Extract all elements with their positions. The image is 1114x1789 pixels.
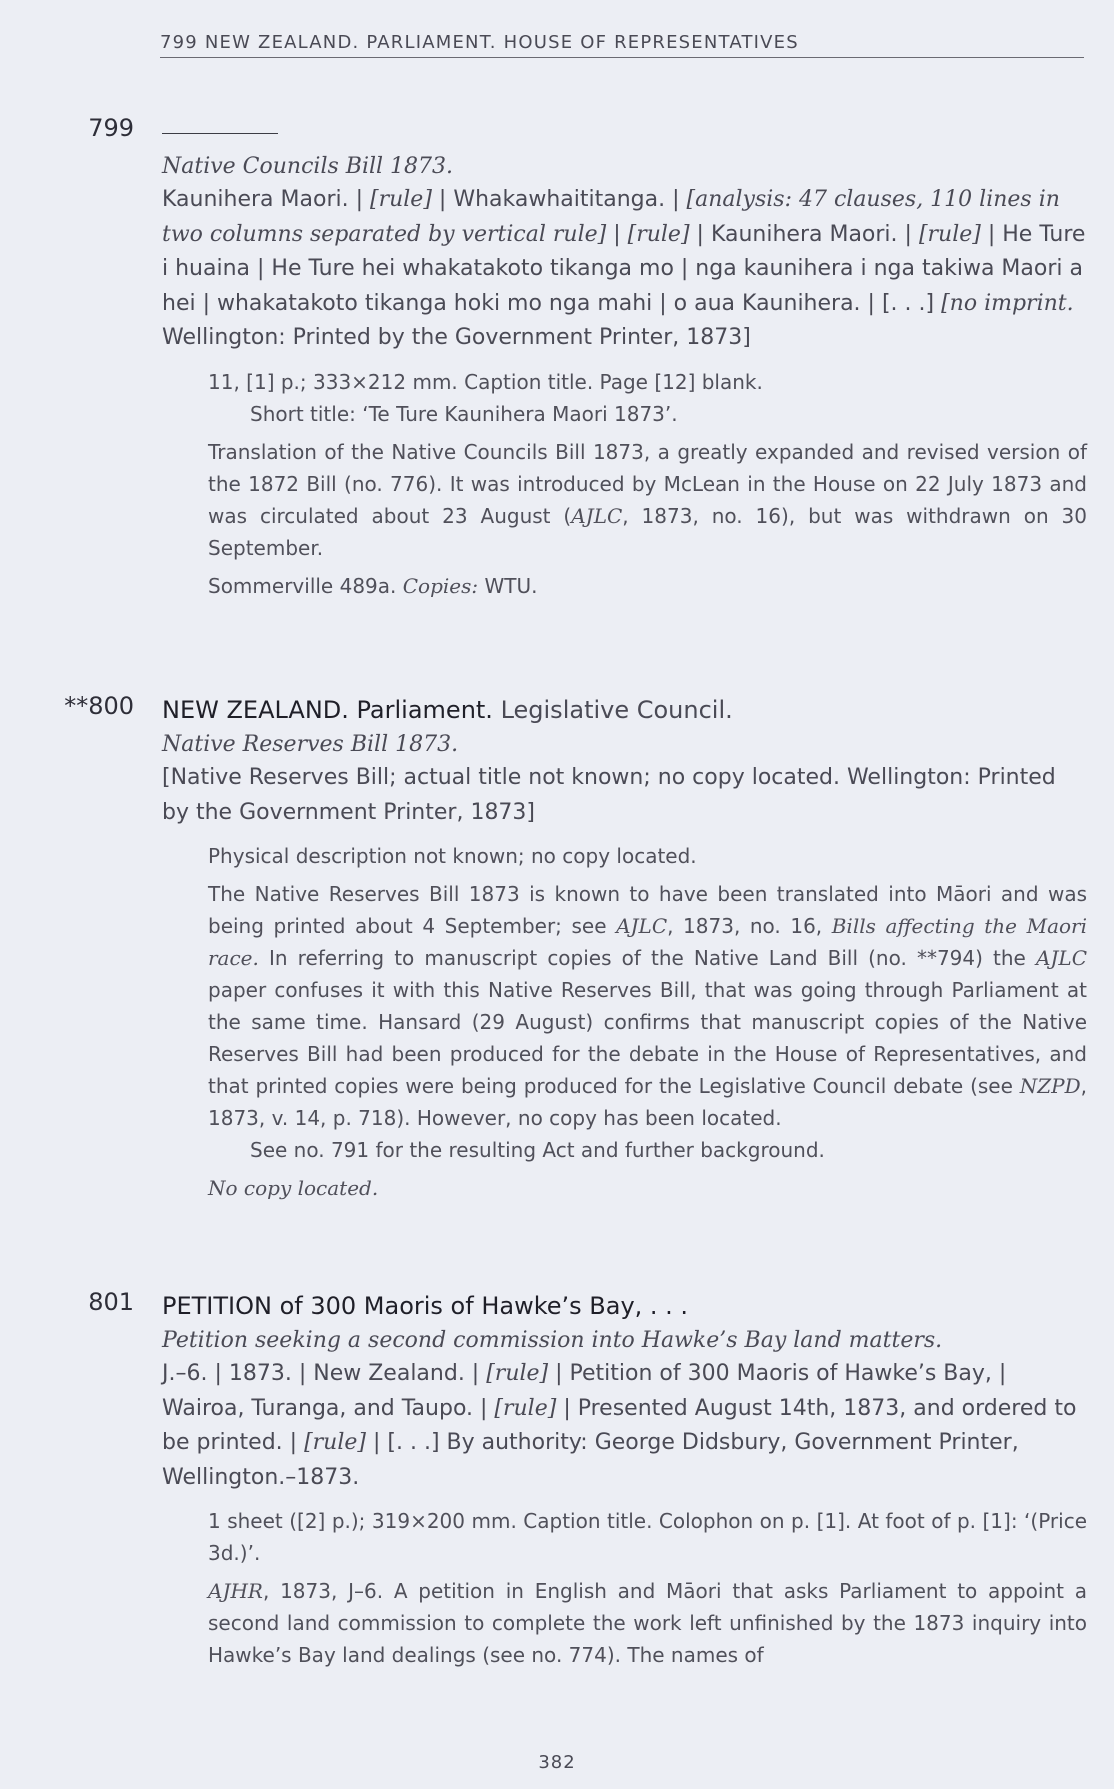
note-text: The Native Reserves Bill 1873 is known to have been translated into Māori and was being printed about 4 September; see (208, 882, 1087, 938)
see-also: See no. 791 for the resulting Act and further background. (250, 1138, 825, 1162)
entry-title: Native Councils Bill 1873. (162, 154, 454, 179)
entry-heading (162, 692, 1087, 728)
no-copy (208, 1172, 1087, 1204)
transcription: [Native Reserves Bill; actual title not known; no copy located. Wellington: Printed by the Government Printer, 1873] (162, 765, 1056, 825)
transcription-text: | Presented August 14th, 1873, and ordered to be printed. | (162, 1395, 1077, 1455)
note-italic: AJHR (208, 1579, 263, 1603)
transcription (162, 183, 1087, 356)
reference-text: Sommerville 489a. (208, 573, 403, 598)
transcription-text: Wellington: Printed by the Government Printer, 1873] (162, 325, 751, 350)
note-text: In referring to manuscript copies of the Native Land Bill (no. **794) the (258, 946, 1036, 970)
note-italic: AJLC (1035, 946, 1087, 970)
physical-description (208, 366, 1087, 430)
note-italic: Bills affecting the Maori race. (208, 914, 1087, 970)
note-italic: AJLC (571, 503, 623, 528)
physical-description: Physical description not known; no copy located. (208, 844, 697, 868)
entry-references (208, 570, 1087, 602)
transcription-text: | Petition of 300 Maoris of Hawke’s Bay, | Wairoa, Turanga, and Taupo. | (162, 1361, 1007, 1421)
note-text: , 1873, v. 14, p. 718). However, no copy has been located. (208, 1074, 1087, 1130)
entry-heading (162, 1288, 1087, 1324)
entry-note (208, 436, 1087, 564)
transcription-italic: [no imprint. (941, 290, 1074, 316)
transcription-italic: [rule] (494, 1395, 557, 1421)
page-number: 382 (538, 1752, 576, 1773)
note-italic: NZPD (1019, 1074, 1081, 1098)
short-title: Short title: ‘Te Ture Kaunihera Maori 1873’. (250, 401, 678, 426)
entry-note (208, 1575, 1087, 1671)
transcription-text: | Kaunihera Maori. | (689, 221, 919, 247)
physical-text: 11, [1] p.; 333×212 mm. Caption title. Page [12] blank. (208, 369, 763, 394)
transcription-text: | [. . .] By authority: George Didsbury, Government Printer, Wellington.–1873. (162, 1430, 1019, 1490)
transcription-text: | He Ture i huaina | He Ture hei whakatakoto tikanga mo | nga kaunihera i nga takiwa Maori a hei | whakatakoto tikanga hoki mo nga mahi | o aua Kaunihera. | [. . .] (162, 221, 1086, 316)
heading-rest: Legislative Council. (492, 696, 733, 724)
note-text: paper confuses it with this Native Reserves Bill, that was going through Parliament at the same time. Hansard (29 August) confirms that manuscript copies of the Native Reserves Bill had been produced for the debate in the House of Representatives, and that printed copies were being produced for the Legislative Council debate (see (208, 978, 1087, 1098)
transcription (162, 1357, 1087, 1495)
transcription-text: | Whakawhaititanga. | (431, 187, 687, 212)
transcription-italic: [rule] (486, 1361, 549, 1386)
note-text: Translation of the Native Councils Bill 1873, a greatly expanded and revised version of the 1872 Bill (no. 776). It was introduced by McLean in the House on 22 July 1873 and was circulated about 23 August ( (208, 439, 1087, 528)
transcription-text: Kaunihera Maori. | (162, 187, 370, 212)
running-head: 799 NEW ZEALAND. PARLIAMENT. HOUSE OF REPRESENTATIVES (160, 32, 1084, 58)
note-text: , 1873, J–6. A petition in English and Māori that asks Parliament to appoint a second land commission to complete the work left unfinished by the 1873 inquiry into Hawke’s Bay land dealings (see no. 774). The names of (208, 1579, 1087, 1667)
reference-italic: Copies: (402, 573, 479, 598)
no-copy-text: No copy located. (208, 1176, 379, 1200)
heading-main: PETITION of 300 Maoris of Hawke’s Bay, . . . (162, 1292, 689, 1320)
physical-description: 1 sheet ([2] p.); 319×200 mm. Caption title. Colophon on p. [1]. At foot of p. [1]: ‘(Price 3d.)’. (208, 1509, 1087, 1565)
entry-body (162, 1288, 1087, 1671)
entry-body (162, 692, 1087, 1204)
transcription-text: J.–6. | 1873. | New Zealand. | (162, 1361, 487, 1386)
entry-number: **800 (64, 692, 134, 720)
entry-number: 799 (88, 114, 134, 142)
ditto-dash (162, 133, 278, 134)
entry-note (208, 878, 1087, 1166)
note-text: , 1873, no. 16, (667, 914, 832, 938)
entry-title: Native Reserves Bill 1873. (162, 732, 459, 757)
transcription-italic: [analysis: 47 clauses, 110 lines in two columns separated by vertical rule] (162, 187, 1060, 247)
reference-text: WTU. (478, 573, 538, 598)
entry-heading-rule (162, 114, 1087, 150)
transcription-italic: [rule] (627, 221, 690, 247)
heading-main: NEW ZEALAND. Parliament. (162, 696, 493, 724)
transcription-italic: [rule] (304, 1430, 366, 1455)
transcription-text: | (606, 221, 628, 247)
transcription-italic: [rule] (918, 221, 981, 247)
transcription-italic: [rule] (370, 187, 432, 212)
entry-title: Petition seeking a second commission into Hawke’s Bay land matters. (162, 1328, 943, 1353)
entry-body (162, 114, 1087, 602)
note-text: , 1873, no. 16), but was withdrawn on 30 September. (208, 503, 1087, 560)
note-italic: AJLC (616, 914, 668, 938)
entry-number: 801 (88, 1288, 134, 1316)
